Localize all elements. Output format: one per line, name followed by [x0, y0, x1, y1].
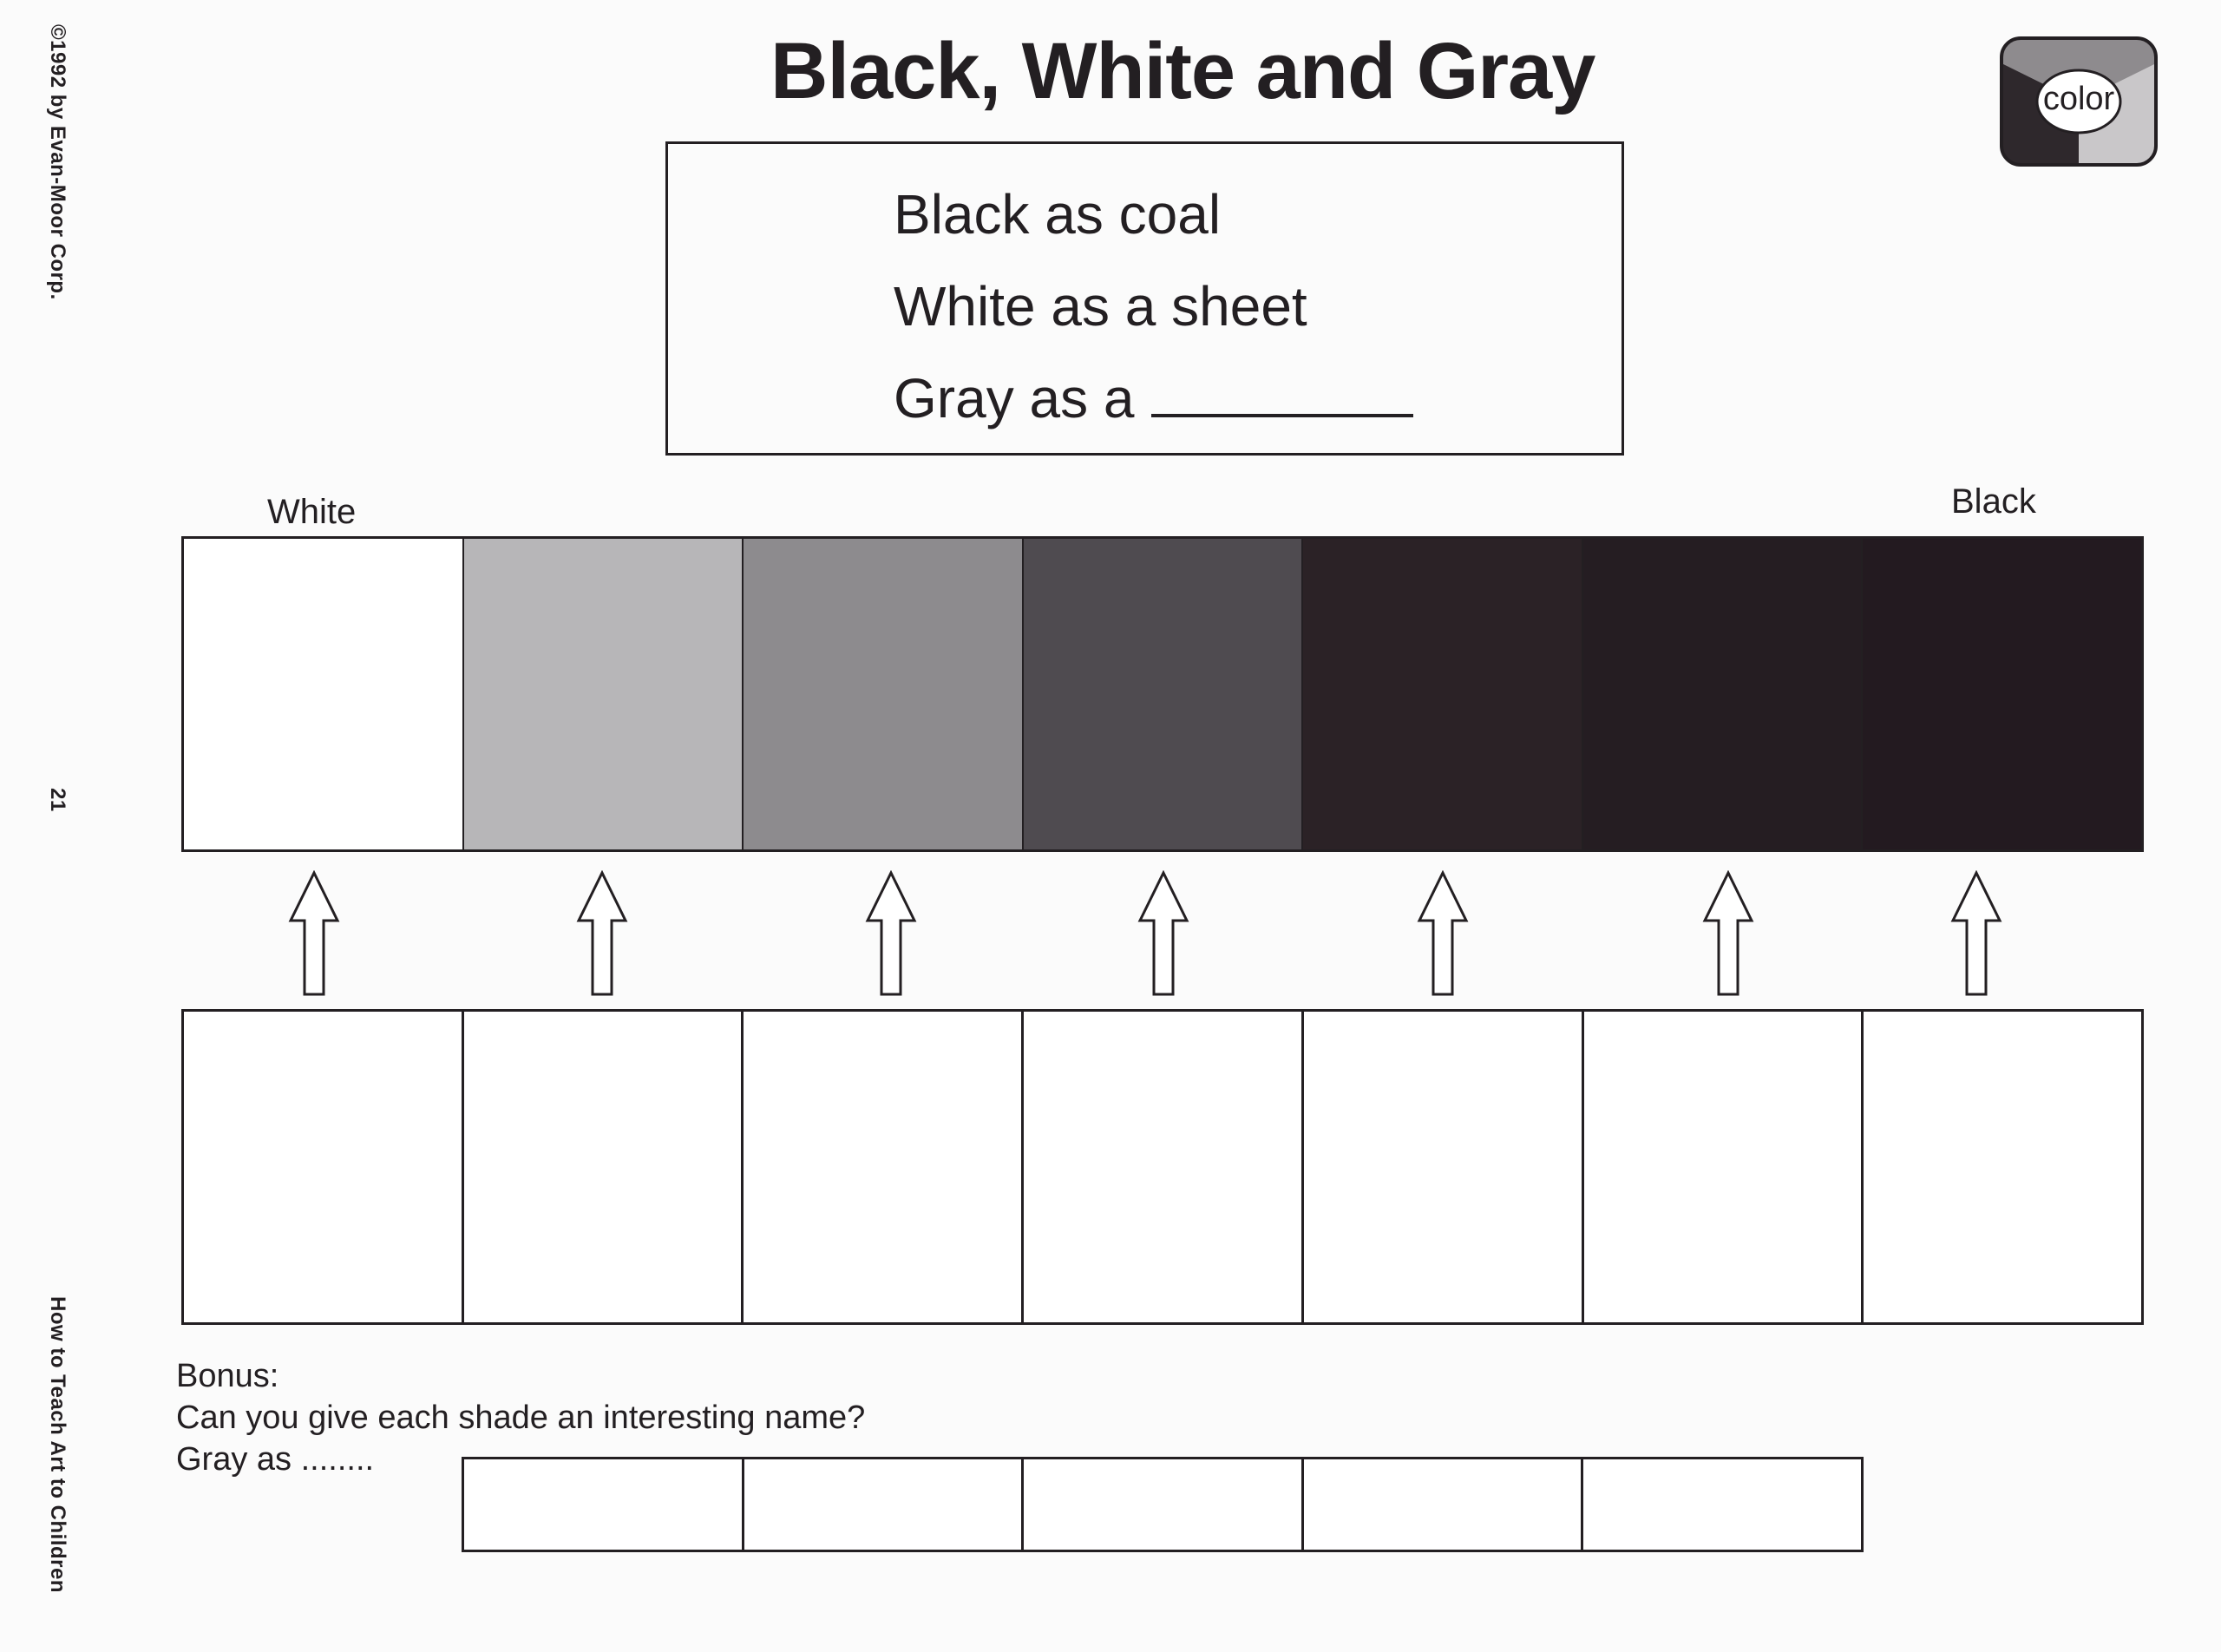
black-label: Black	[1951, 482, 2036, 521]
answer-box-2[interactable]	[462, 1012, 742, 1322]
shade-swatch-1	[184, 539, 462, 849]
color-wheel-icon	[2000, 36, 2158, 167]
bonus-question: Can you give each shade an interesting name?	[176, 1400, 866, 1436]
shade-name-boxes-row	[462, 1457, 1864, 1552]
answer-box-5[interactable]	[1301, 1012, 1582, 1322]
shade-name-box-4[interactable]	[1301, 1459, 1582, 1550]
shade-swatch-6	[1582, 539, 1862, 849]
saying-white: White as a sheet	[894, 275, 1307, 338]
answer-box-4[interactable]	[1021, 1012, 1301, 1322]
sayings-box	[665, 141, 1624, 456]
answer-box-1[interactable]	[184, 1012, 462, 1322]
shade-swatch-7	[1861, 539, 2141, 849]
up-arrow-icon	[1137, 870, 1189, 997]
shade-name-box-5[interactable]	[1581, 1459, 1861, 1550]
shade-swatch-4	[1022, 539, 1302, 849]
up-arrow-icon	[576, 870, 628, 997]
saying-blank-line	[1151, 414, 1413, 417]
shade-name-box-3[interactable]	[1021, 1459, 1301, 1550]
saying-gray	[894, 366, 1413, 430]
shade-swatch-3	[742, 539, 1022, 849]
saying-black: Black as coal	[894, 183, 1222, 246]
up-arrow-icon	[1950, 870, 2002, 997]
up-arrow-icon	[288, 870, 340, 997]
color-badge-label: color	[2042, 81, 2115, 117]
answer-box-6[interactable]	[1582, 1012, 1862, 1322]
shade-name-box-1[interactable]	[464, 1459, 742, 1550]
answer-box-7[interactable]	[1861, 1012, 2141, 1322]
shade-swatch-5	[1301, 539, 1582, 849]
up-arrow-icon	[1702, 870, 1754, 997]
shade-swatch-2	[462, 539, 743, 849]
copyright-notice: ©1992 by Evan-Moor Corp.	[46, 24, 69, 300]
bonus-prompt: Gray as ........	[176, 1441, 375, 1478]
up-arrow-icon	[1417, 870, 1469, 997]
answer-boxes-row	[181, 1009, 2144, 1325]
saying-gray-text: Gray as a	[894, 367, 1135, 429]
grayscale-strip	[181, 536, 2144, 852]
shade-name-box-2[interactable]	[742, 1459, 1022, 1550]
book-title: How to Teach Art to Children	[46, 1296, 69, 1593]
page-number: 21	[46, 788, 69, 812]
bonus-heading: Bonus:	[176, 1358, 279, 1394]
page-title: Black, White and Gray	[770, 27, 1595, 115]
up-arrow-icon	[865, 870, 917, 997]
answer-box-3[interactable]	[741, 1012, 1021, 1322]
white-label: White	[267, 493, 357, 531]
